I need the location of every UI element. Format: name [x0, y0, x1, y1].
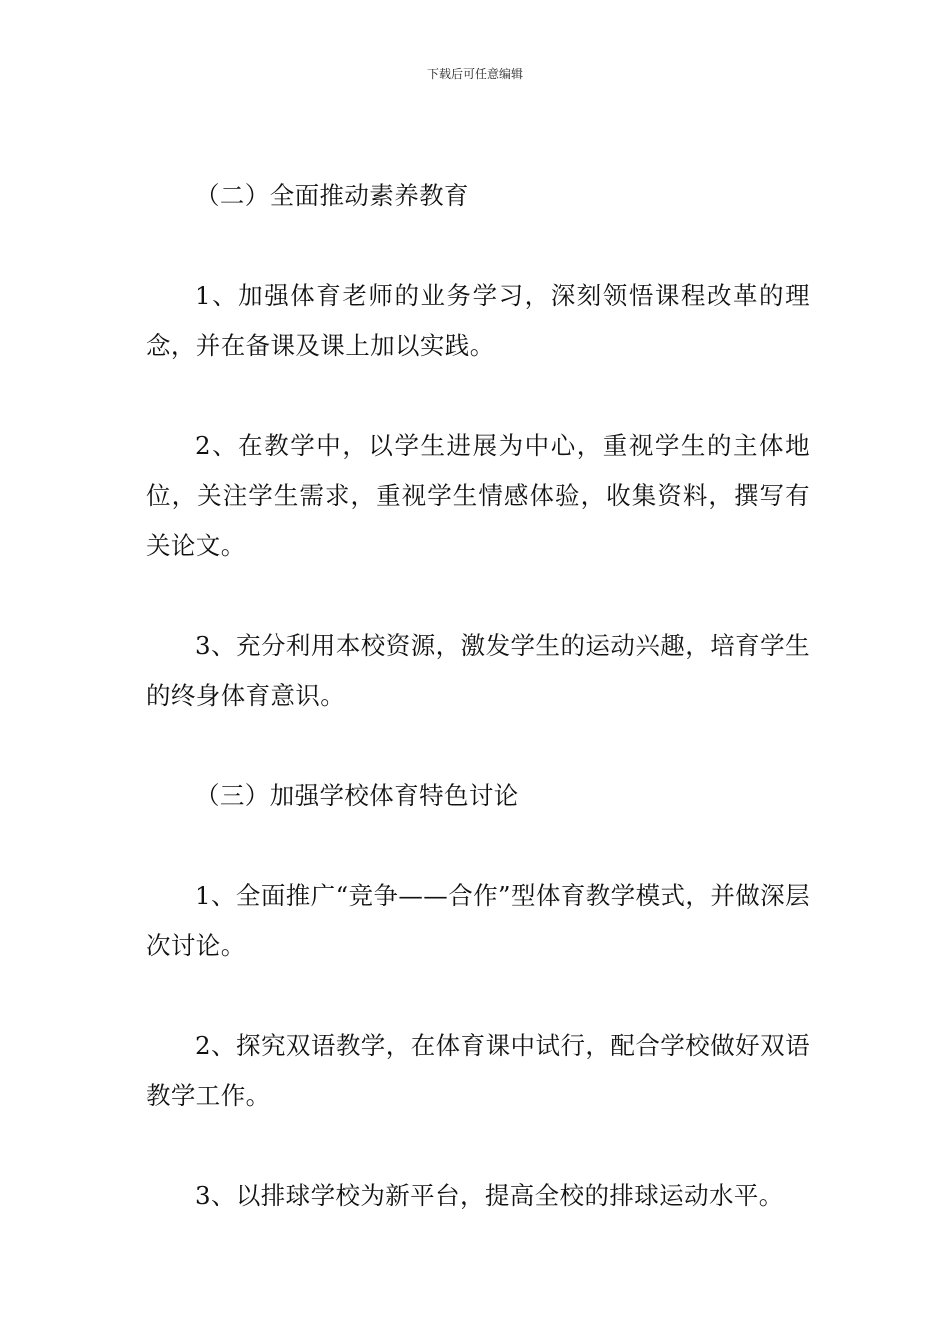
section-3-item-2: 2、探究双语教学，在体育课中试行，配合学校做好双语教学工作。 [146, 1031, 810, 1110]
section-heading-2: （二）全面推动素养教育 [195, 181, 469, 210]
section-heading-3: （三）加强学校体育特色讨论 [195, 781, 519, 810]
section-2-item-2: 2、在教学中，以学生进展为中心，重视学生的主体地位，关注学生需求，重视学生情感体验，收集资料，撰写有关论文。 [146, 431, 810, 560]
section-3-item-3: 3、以排球学校为新平台，提高全校的排球运动水平。 [195, 1181, 784, 1210]
document-body [146, 171, 810, 1221]
section-2-item-3: 3、充分利用本校资源，激发学生的运动兴趣，培育学生的终身体育意识。 [146, 631, 810, 710]
section-2-item-1: 1、加强体育老师的业务学习，深刻领悟课程改革的理念，并在备课及课上加以实践。 [146, 281, 810, 360]
section-3-item-1: 1、全面推广“竞争——合作”型体育教学模式，并做深层次讨论。 [146, 881, 810, 960]
page-header: 下载后可任意编辑 [426, 67, 523, 81]
